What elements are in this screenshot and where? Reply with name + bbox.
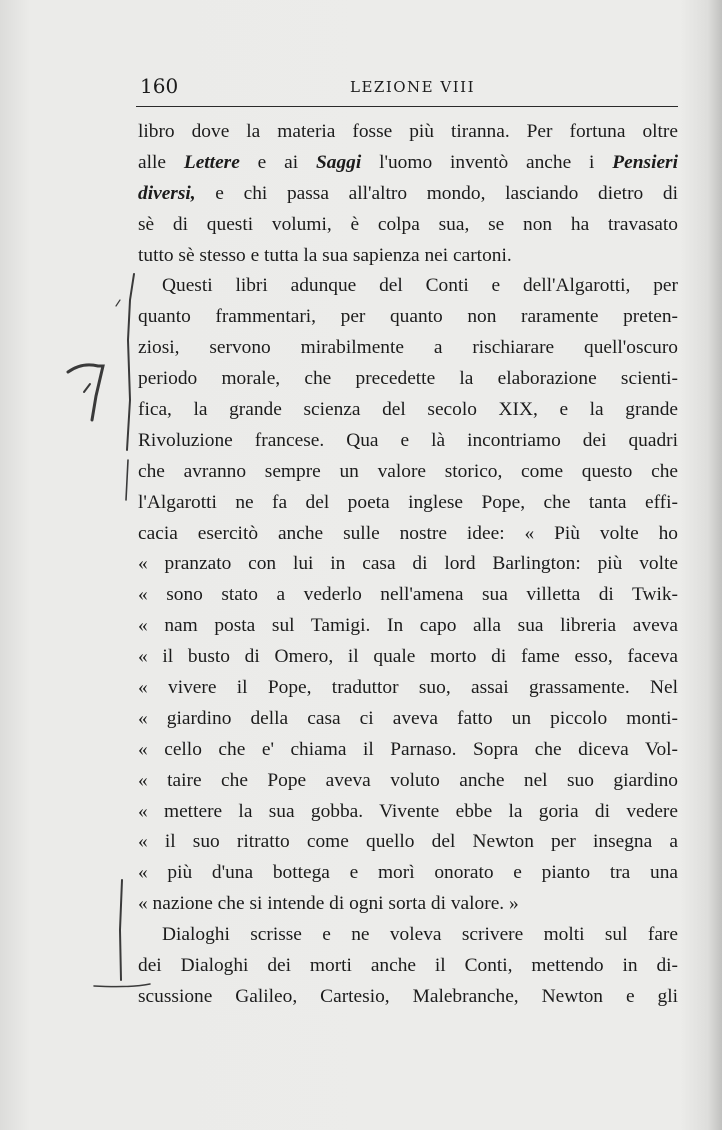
text-segment: periodo morale, che precedette la elaborazione scienti- [138,368,678,390]
text-segment: « cello che e' chiama il Parnaso. Sopra che diceva Vol- [138,738,678,760]
italic-title: diversi, [138,182,196,204]
text-segment: l'uomo inventò anche i [361,151,613,173]
pencil-margin-line-middle [126,460,128,500]
running-title: LEZIONE VIII [350,78,476,96]
pencil-margin-line-upper [127,274,134,450]
text-segment: fica, la grande scienza del secolo XIX, e la grande [138,399,678,421]
text-segment: quanto frammentari, per quanto non raramente preten- [138,306,678,328]
text-segment: dei Dialoghi dei morti anche il Conti, mettendo in di- [138,955,678,977]
text-segment: « il busto di Omero, il quale morto di fame esso, faceva [138,646,678,668]
text-segment: alle [138,151,184,173]
text-segment: « il suo ritratto come quello del Newton per insegna a [138,831,678,853]
text-segment: scussione Galileo, Cartesio, Malebranche, Newton e gli [138,985,678,1007]
text-segment: Dialoghi scrisse e ne voleva scrivere molti sul fare [162,924,678,946]
text-segment: sè di questi volumi, è colpa sua, se non ha travasato [138,213,678,235]
text-segment: Rivoluzione francese. Qua e là incontriamo dei quadri [138,429,678,451]
text-segment: « nazione che si intende di ogni sorta di valore. » [138,893,519,915]
pencil-margin-line-lower [120,880,122,980]
italic-title: Lettere [183,151,240,173]
page-number: 160 [140,74,179,98]
text-segment: « mettere la sua gobba. Vivente ebbe la goria di vedere [138,800,678,822]
text-segment: Questi libri adunque del Conti e dell'Algarotti, per [162,275,678,297]
pencil-numeral-seven [68,365,103,420]
text-segment: « vivere il Pope, traduttor suo, assai grassamente. Nel [138,677,678,699]
text-segment: « nam posta sul Tamigi. In capo alla sua libreria aveva [138,615,678,637]
text-segment: « pranzato con lui in casa di lord Barlington: più volte [138,553,678,575]
text-segment: « più d'una bottega e morì onorato e pianto tra una [138,862,678,884]
text-segment: libro dove la materia fosse più tiranna. Per fortuna oltre [138,121,678,142]
italic-title: Saggi [315,151,362,173]
text-segment: « giardino della casa ci aveva fatto un piccolo monti- [138,707,678,729]
text-segment: e ai [239,151,316,173]
pencil-margin-underline [94,984,150,987]
text-segment: l'Algarotti ne fa del poeta inglese Pope, che tanta effi- [138,491,678,513]
text-segment: che avranno sempre un valore storico, come questo che [138,460,678,482]
text-segment: tutto sè stesso e tutta la sua sapienza nei cartoni. [138,244,512,266]
text-segment: cacia esercitò anche sulle nostre idee: « Più volte ho [138,522,678,544]
italic-title: Pensieri [612,151,678,173]
text-segment: « sono stato a vederlo nell'amena sua villetta di Twik- [138,584,678,606]
text-segment: e chi passa all'altro mondo, lasciando dietro di [195,182,678,204]
text-segment: ziosi, servono mirabilmente a rischiarare quell'oscuro [138,337,678,359]
text-segment: « taire che Pope aveva voluto anche nel suo giardino [138,769,678,791]
pencil-margin-tick [84,384,90,392]
pencil-margin-dash [116,300,120,306]
